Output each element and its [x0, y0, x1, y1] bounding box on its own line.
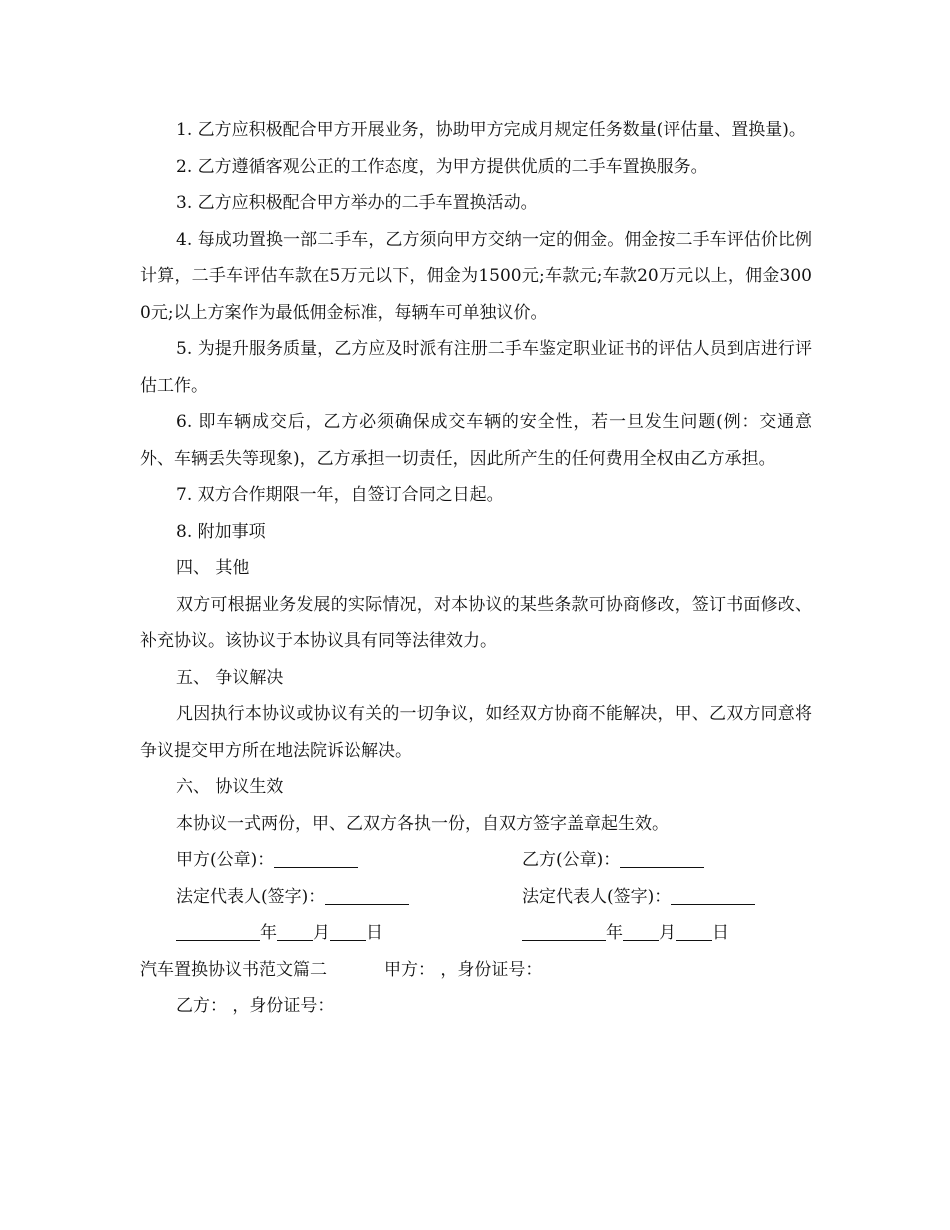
party-a-month-label: 月 — [313, 923, 330, 943]
document-body — [140, 112, 812, 1025]
section-dispute-text: 凡因执行本协议或协议有关的一切争议，如经双方协商不能解决，甲、乙双方同意将争议提交甲方所在地法院诉讼解决。 — [140, 704, 812, 761]
party-b-day-blank — [676, 918, 712, 941]
party-b-month-blank — [623, 918, 659, 941]
party-a-rep-blank — [325, 882, 409, 905]
signature-row-seal — [140, 842, 812, 879]
party-b-year-label: 年 — [606, 923, 623, 943]
section-heading-dispute: 五、 争议解决 — [176, 667, 284, 688]
party-b-seal — [522, 842, 704, 879]
party-b-date — [522, 915, 729, 952]
party-a-seal — [176, 842, 358, 879]
signature-row-rep — [140, 879, 812, 916]
party-a-seal-blank — [274, 845, 358, 868]
party-b-day-label: 日 — [712, 923, 729, 943]
clause-6: 6. 即车辆成交后，乙方必须确保成交车辆的安全性，若一旦发生问题(例：交通意外、车辆丢失等现象)，乙方承担一切责任，因此所产生的任何费用全权由乙方承担。 — [140, 412, 812, 469]
section-effect-text: 本协议一式两份，甲、乙双方各执一份，自双方签字盖章起生效。 — [176, 813, 669, 834]
clause-5: 5. 为提升服务质量，乙方应及时派有注册二手车鉴定职业证书的评估人员到店进行评估工作。 — [140, 339, 812, 396]
clause-8: 8. 附加事项 — [176, 521, 266, 542]
clause-1: 1. 乙方应积极配合甲方开展业务，协助甲方完成月规定任务数量(评估量、置换量)。 — [176, 120, 806, 140]
section-heading-other: 四、 其他 — [176, 558, 250, 578]
clause-7: 7. 双方合作期限一年，自签订合同之日起。 — [176, 485, 504, 505]
party-b-year-blank — [522, 918, 606, 941]
clause-2: 2. 乙方遵循客观公正的工作态度，为甲方提供优质的二手车置换服务。 — [176, 156, 708, 177]
party-a-day-label: 日 — [366, 923, 383, 943]
party-a-year-label: 年 — [260, 923, 277, 943]
party-a-rep — [176, 879, 409, 916]
party-a-date — [176, 915, 383, 952]
party-a-rep-label: 法定代表人(签字)： — [176, 886, 326, 907]
party-b-seal-label: 乙方(公章)： — [522, 850, 621, 870]
next-section-party-a: 甲方： ，身份证号： — [384, 959, 543, 980]
party-a-month-blank — [277, 918, 313, 941]
party-b-rep — [522, 879, 755, 916]
section-other-text: 双方可根据业务发展的实际情况，对本协议的某些条款可协商修改，签订书面修改、补充协议。该协议于本协议具有同等法律效力。 — [140, 594, 812, 651]
next-section-party-b: 乙方： ，身份证号： — [176, 996, 335, 1016]
next-section-title: 汽车置换协议书范文篇二 — [140, 959, 327, 980]
party-a-day-blank — [330, 918, 366, 941]
clause-4: 4. 每成功置换一部二手车，乙方须向甲方交纳一定的佣金。佣金按二手车评估价比例计算，二手车评估车款在5万元以下，佣金为1500元;车款元;车款20万元以上，佣金3000元;以上方案作为最低佣金标准，每辆车可单独议价。 — [140, 229, 812, 323]
party-a-seal-label: 甲方(公章)： — [176, 850, 275, 870]
party-b-rep-label: 法定代表人(签字)： — [522, 886, 672, 907]
party-a-year-blank — [176, 918, 260, 941]
next-section-row — [140, 952, 812, 989]
party-b-rep-blank — [671, 882, 755, 905]
party-b-seal-blank — [620, 845, 704, 868]
party-b-month-label: 月 — [659, 923, 676, 943]
signature-row-date — [140, 915, 812, 952]
clause-3: 3. 乙方应积极配合甲方举办的二手车置换活动。 — [176, 193, 538, 213]
section-heading-effect: 六、 协议生效 — [176, 777, 284, 797]
